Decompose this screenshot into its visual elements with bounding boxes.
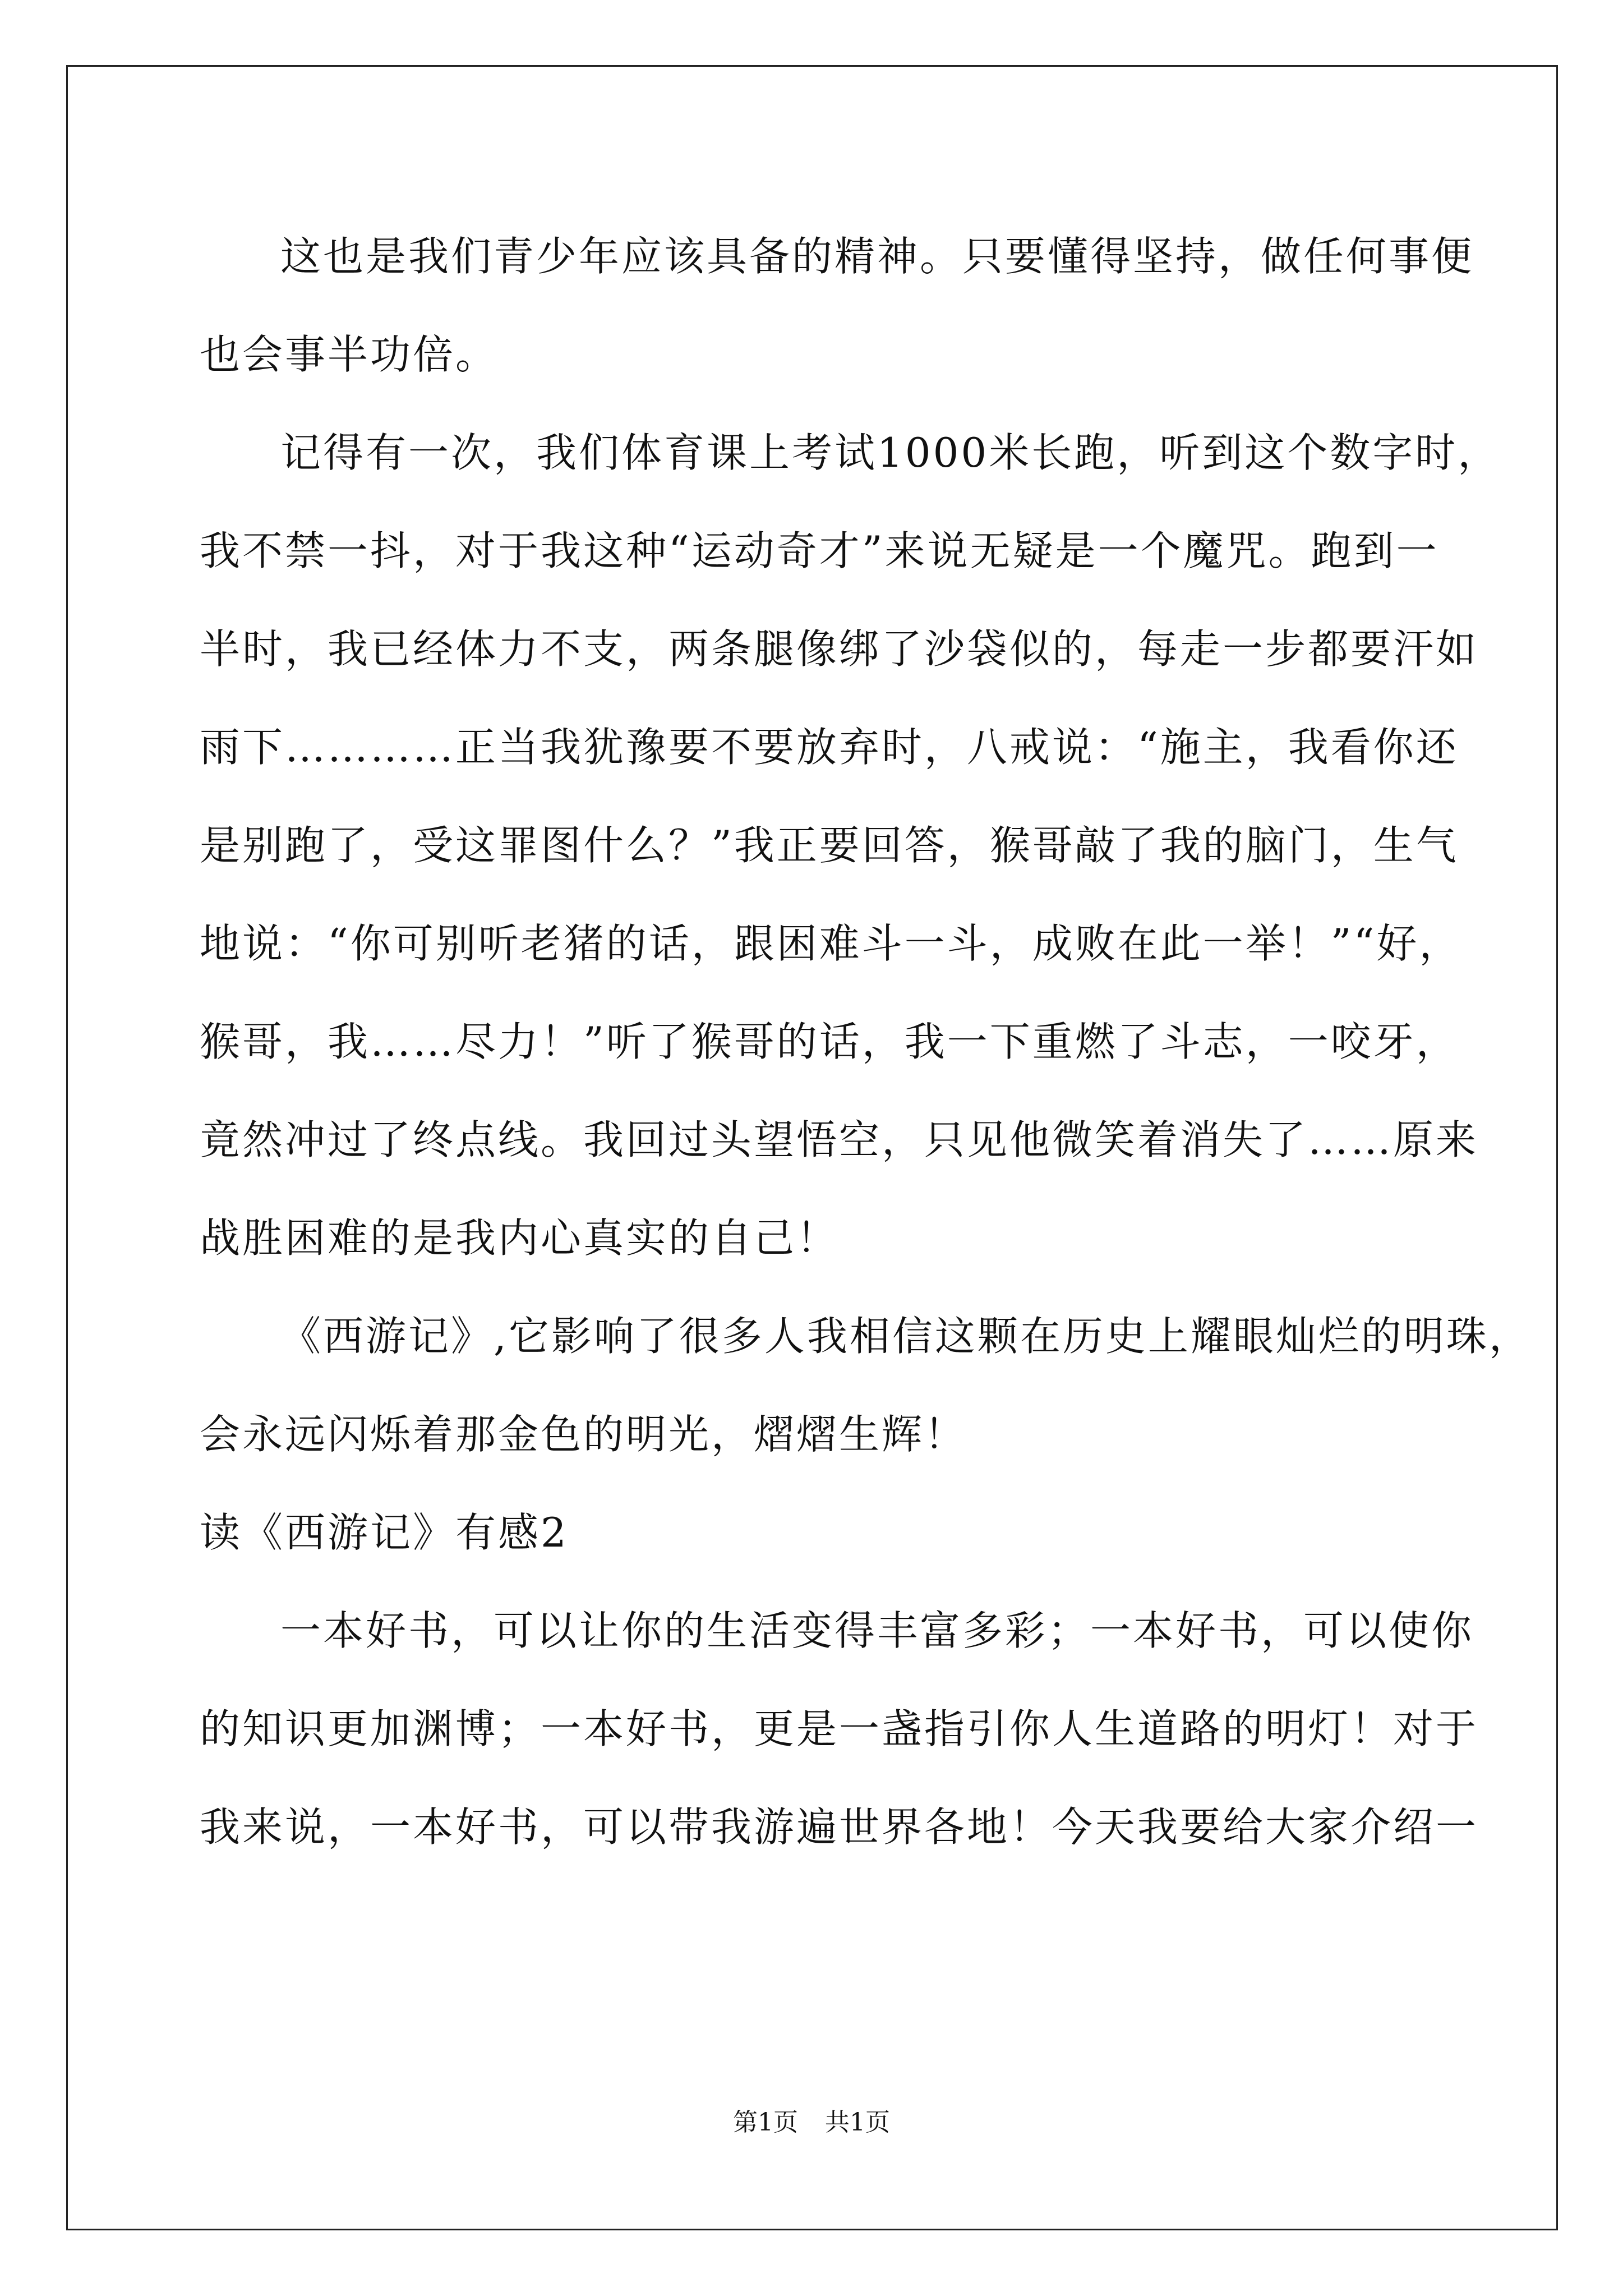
paragraph-line: 我不禁一抖，对于我这种“运动奇才”来说无疑是一个魔咒。跑到一: [200, 527, 1439, 574]
paragraph-line: 战胜困难的是我内心真实的自己！: [200, 1214, 840, 1262]
paragraph-line: 也会事半功倍。: [200, 331, 499, 378]
paragraph-line: 这也是我们青少年应该具备的精神。只要懂得坚持，做任何事便: [280, 233, 1474, 280]
page-footer: [0, 2106, 1623, 2139]
paragraph-line: 《西游记》,它影响了很多人我相信这颗在历史上耀眼灿烂的明珠，: [280, 1313, 1532, 1360]
paragraph-line: 地说：“你可别听老猪的话，跟困难斗一斗，成败在此一举！”“好，: [200, 920, 1462, 967]
paragraph-line: 竟然冲过了终点线。我回过头望悟空，只见他微笑着消失了……原来: [200, 1116, 1479, 1163]
paragraph-line: 猴哥，我……尽力！”听了猴哥的话，我一下重燃了斗志，一咬牙，: [200, 1018, 1459, 1065]
page-number: 第1页: [733, 2108, 798, 2137]
paragraph-line: 雨下…………正当我犹豫要不要放弃时，八戒说：“施主，我看你还: [200, 724, 1459, 771]
page-total: 共1页: [825, 2108, 890, 2137]
paragraph-line: 记得有一次，我们体育课上考试1000米长跑，听到这个数字时，: [280, 429, 1501, 476]
paragraph-line: 半时，我已经体力不支，两条腿像绑了沙袋似的，每走一步都要汗如: [200, 625, 1479, 673]
paragraph-line: 会永远闪烁着那金色的明光，熠熠生辉！: [200, 1411, 967, 1458]
paragraph-line: 我来说，一本好书，可以带我游遍世界各地！今天我要给大家介绍一: [200, 1803, 1479, 1851]
paragraph-line: 一本好书，可以让你的生活变得丰富多彩；一本好书，可以使你: [280, 1607, 1474, 1654]
section-heading: 读《西游记》有感2: [200, 1509, 569, 1556]
paragraph-line: 是别跑了，受这罪图什么？”我正要回答，猴哥敲了我的脑门，生气: [200, 822, 1459, 869]
paragraph-line: 的知识更加渊博；一本好书，更是一盏指引你人生道路的明灯！对于: [200, 1705, 1479, 1752]
document-body: [200, 208, 1532, 1876]
